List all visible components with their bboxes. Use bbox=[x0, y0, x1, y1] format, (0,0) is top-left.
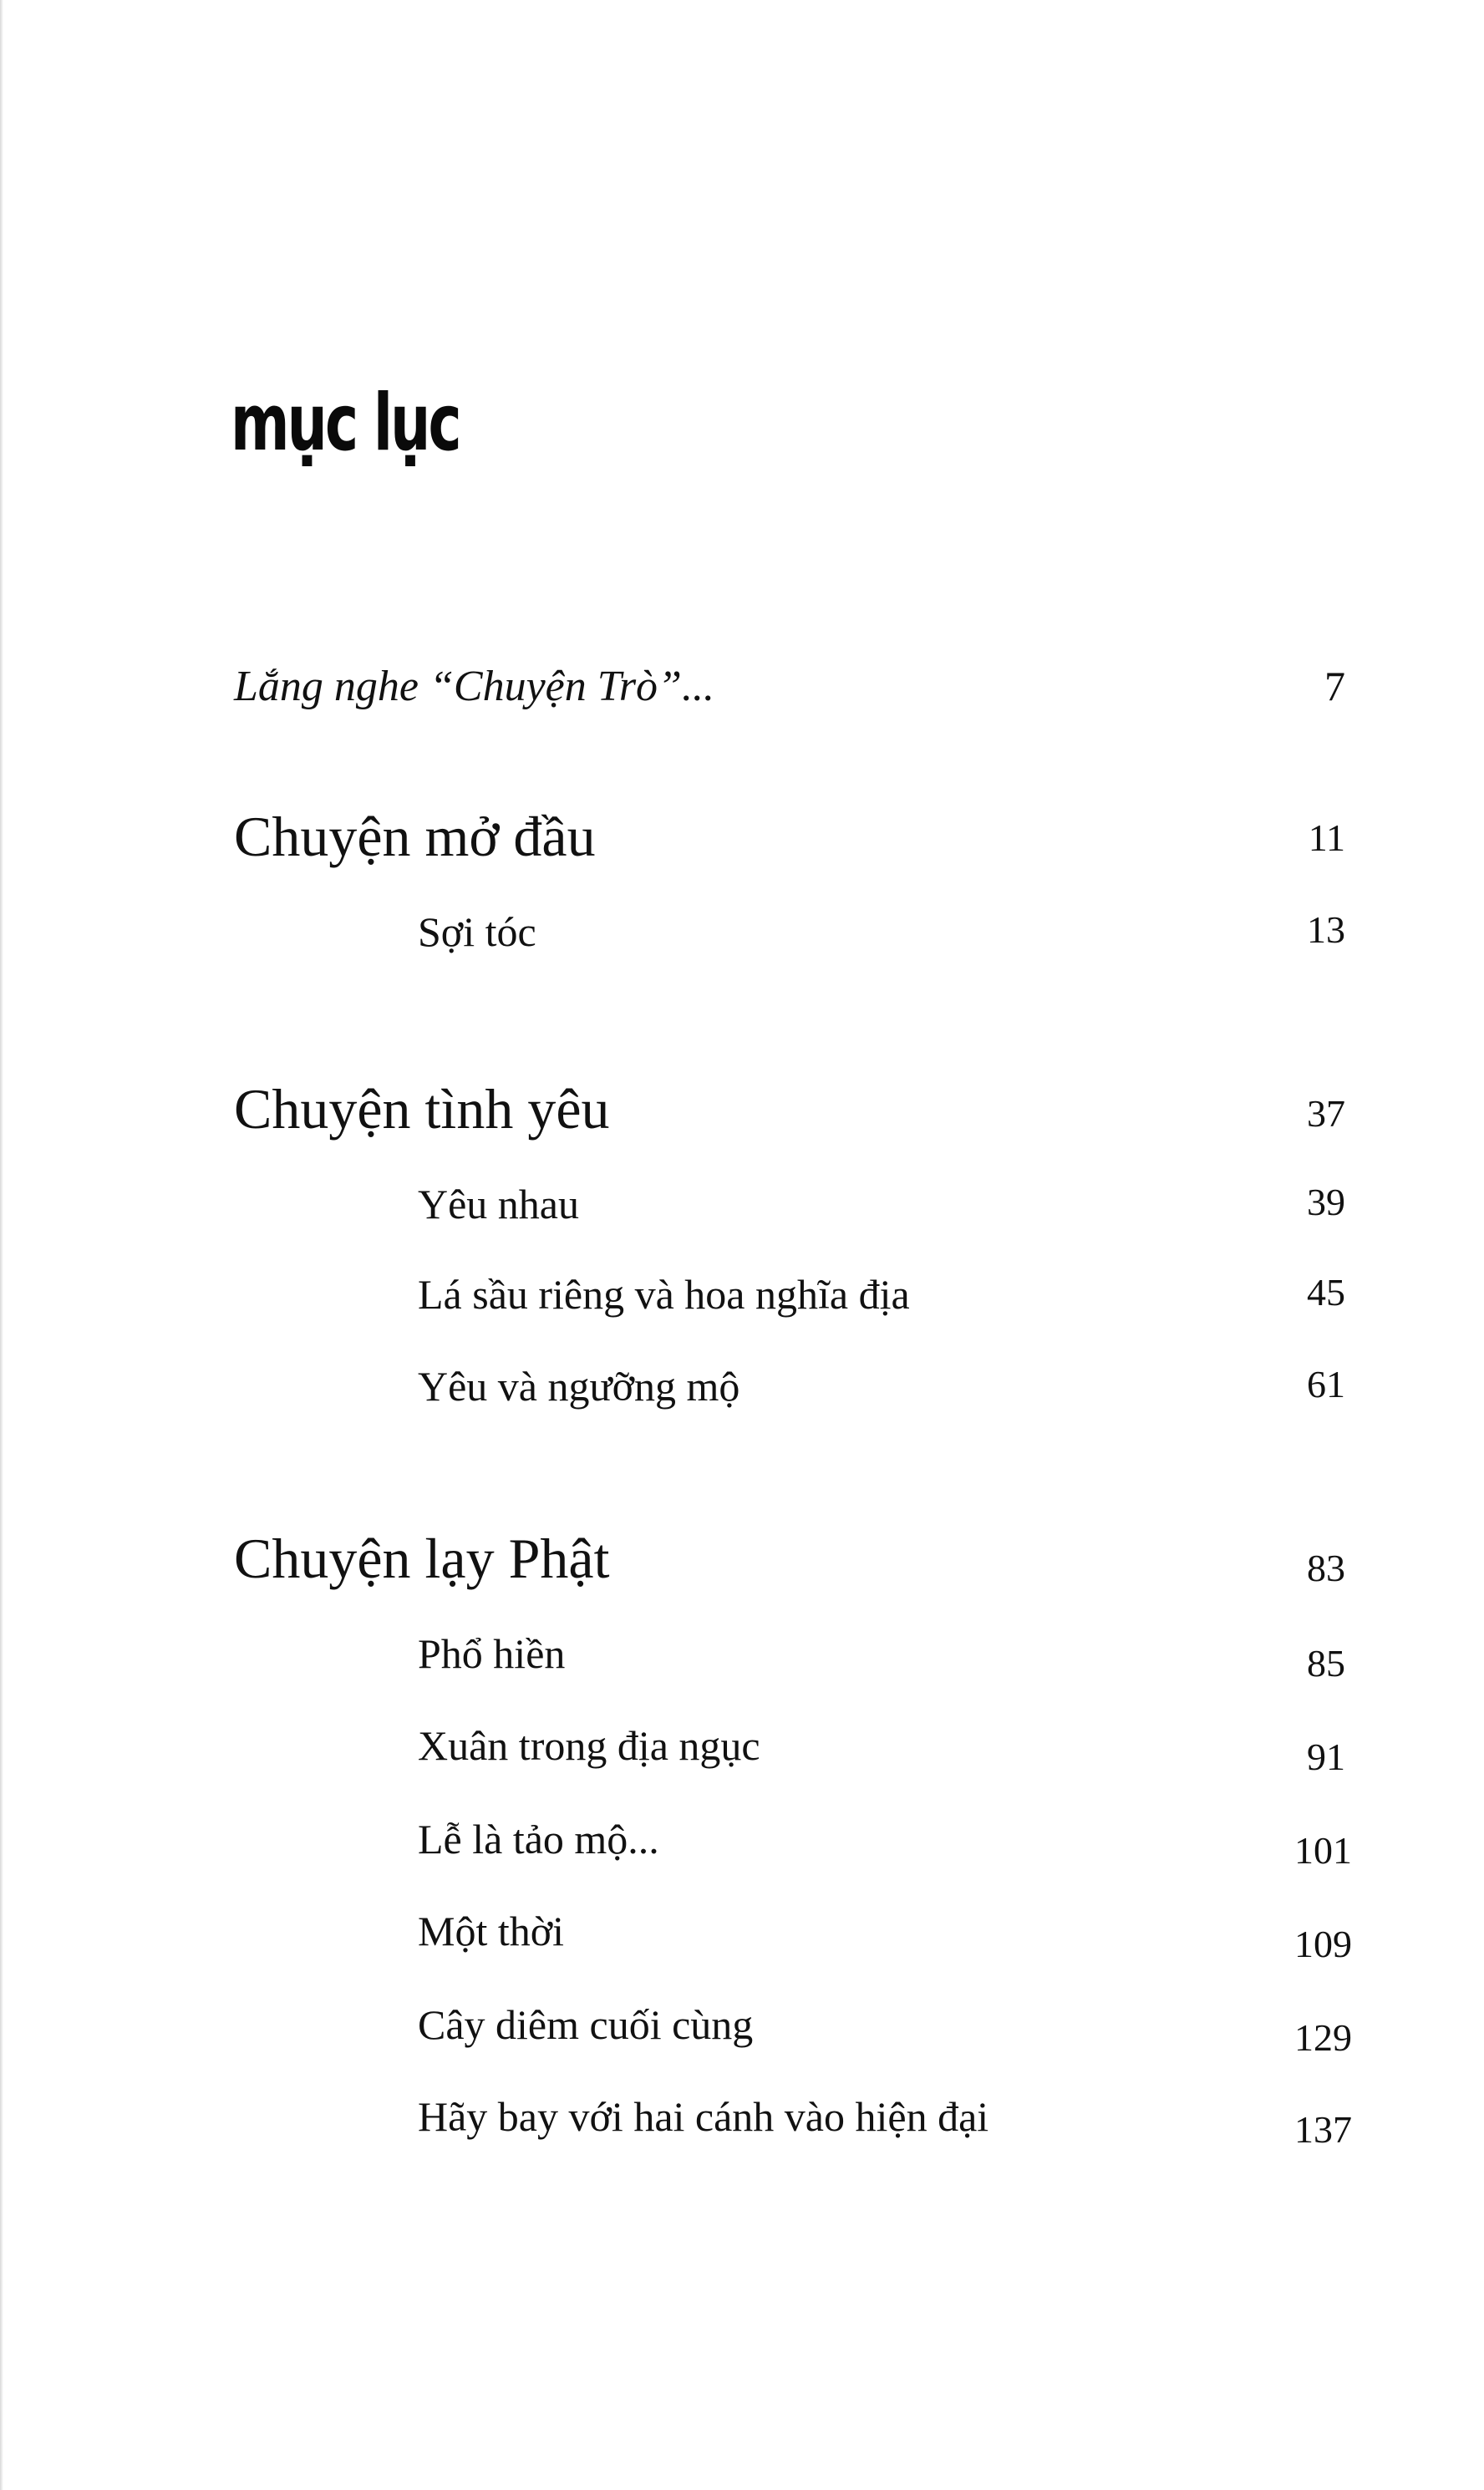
toc-item bbox=[0, 1629, 1484, 1696]
toc-item-page: 39 bbox=[1307, 1181, 1345, 1223]
toc-item-page: 61 bbox=[1307, 1363, 1345, 1405]
toc-intro-entry bbox=[0, 662, 1484, 729]
toc-item-label: Sợi tóc bbox=[418, 908, 536, 955]
toc-item-label: Lễ là tảo mộ... bbox=[418, 1816, 659, 1862]
toc-item bbox=[0, 1721, 1484, 1788]
toc-section-page: 37 bbox=[1307, 1092, 1345, 1135]
toc-section-page: 11 bbox=[1308, 816, 1345, 859]
toc-section-label: Chuyện mở đầu bbox=[234, 805, 596, 868]
toc-item-page: 109 bbox=[1294, 1923, 1352, 1965]
toc-section-page: 83 bbox=[1307, 1547, 1345, 1589]
toc-item bbox=[0, 1815, 1484, 1882]
toc-item bbox=[0, 1362, 1484, 1429]
toc-section-1 bbox=[0, 804, 1484, 871]
toc-item-page: 13 bbox=[1307, 908, 1345, 951]
page-title: mục lục bbox=[231, 378, 460, 469]
toc-item-label: Lá sầu riêng và hoa nghĩa địa bbox=[418, 1271, 910, 1318]
toc-section-label: Chuyện lạy Phật bbox=[234, 1527, 610, 1590]
toc-section-2 bbox=[0, 1076, 1484, 1143]
toc-item-page: 101 bbox=[1294, 1829, 1352, 1872]
toc-item-page: 91 bbox=[1307, 1735, 1345, 1778]
toc-item-label: Hãy bay với hai cánh vào hiện đại bbox=[418, 2093, 989, 2140]
toc-item-label: Một thời bbox=[418, 1908, 565, 1954]
toc-item bbox=[0, 2092, 1484, 2159]
toc-item-label: Xuân trong địa ngục bbox=[418, 1722, 760, 1769]
toc-item bbox=[0, 2000, 1484, 2067]
toc-item-label: Cây diêm cuối cùng bbox=[418, 2001, 754, 2048]
toc-item bbox=[0, 907, 1484, 974]
toc-item-label: Yêu nhau bbox=[418, 1181, 579, 1227]
toc-item-label: Yêu và ngưỡng mộ bbox=[418, 1363, 740, 1410]
toc-entry-page: 7 bbox=[1324, 663, 1345, 709]
toc-item bbox=[0, 1907, 1484, 1974]
toc-item-label: Phổ hiền bbox=[418, 1630, 566, 1677]
toc-item-page: 45 bbox=[1307, 1271, 1345, 1314]
toc-item-page: 137 bbox=[1294, 2108, 1352, 2151]
toc-item bbox=[0, 1270, 1484, 1337]
toc-item-page: 85 bbox=[1307, 1642, 1345, 1685]
toc-item-page: 129 bbox=[1294, 2016, 1352, 2059]
toc-section-3 bbox=[0, 1526, 1484, 1593]
toc-entry-label: Lắng nghe “Chuyện Trò”... bbox=[234, 663, 714, 710]
toc-section-label: Chuyện tình yêu bbox=[234, 1077, 610, 1141]
toc-item bbox=[0, 1180, 1484, 1247]
